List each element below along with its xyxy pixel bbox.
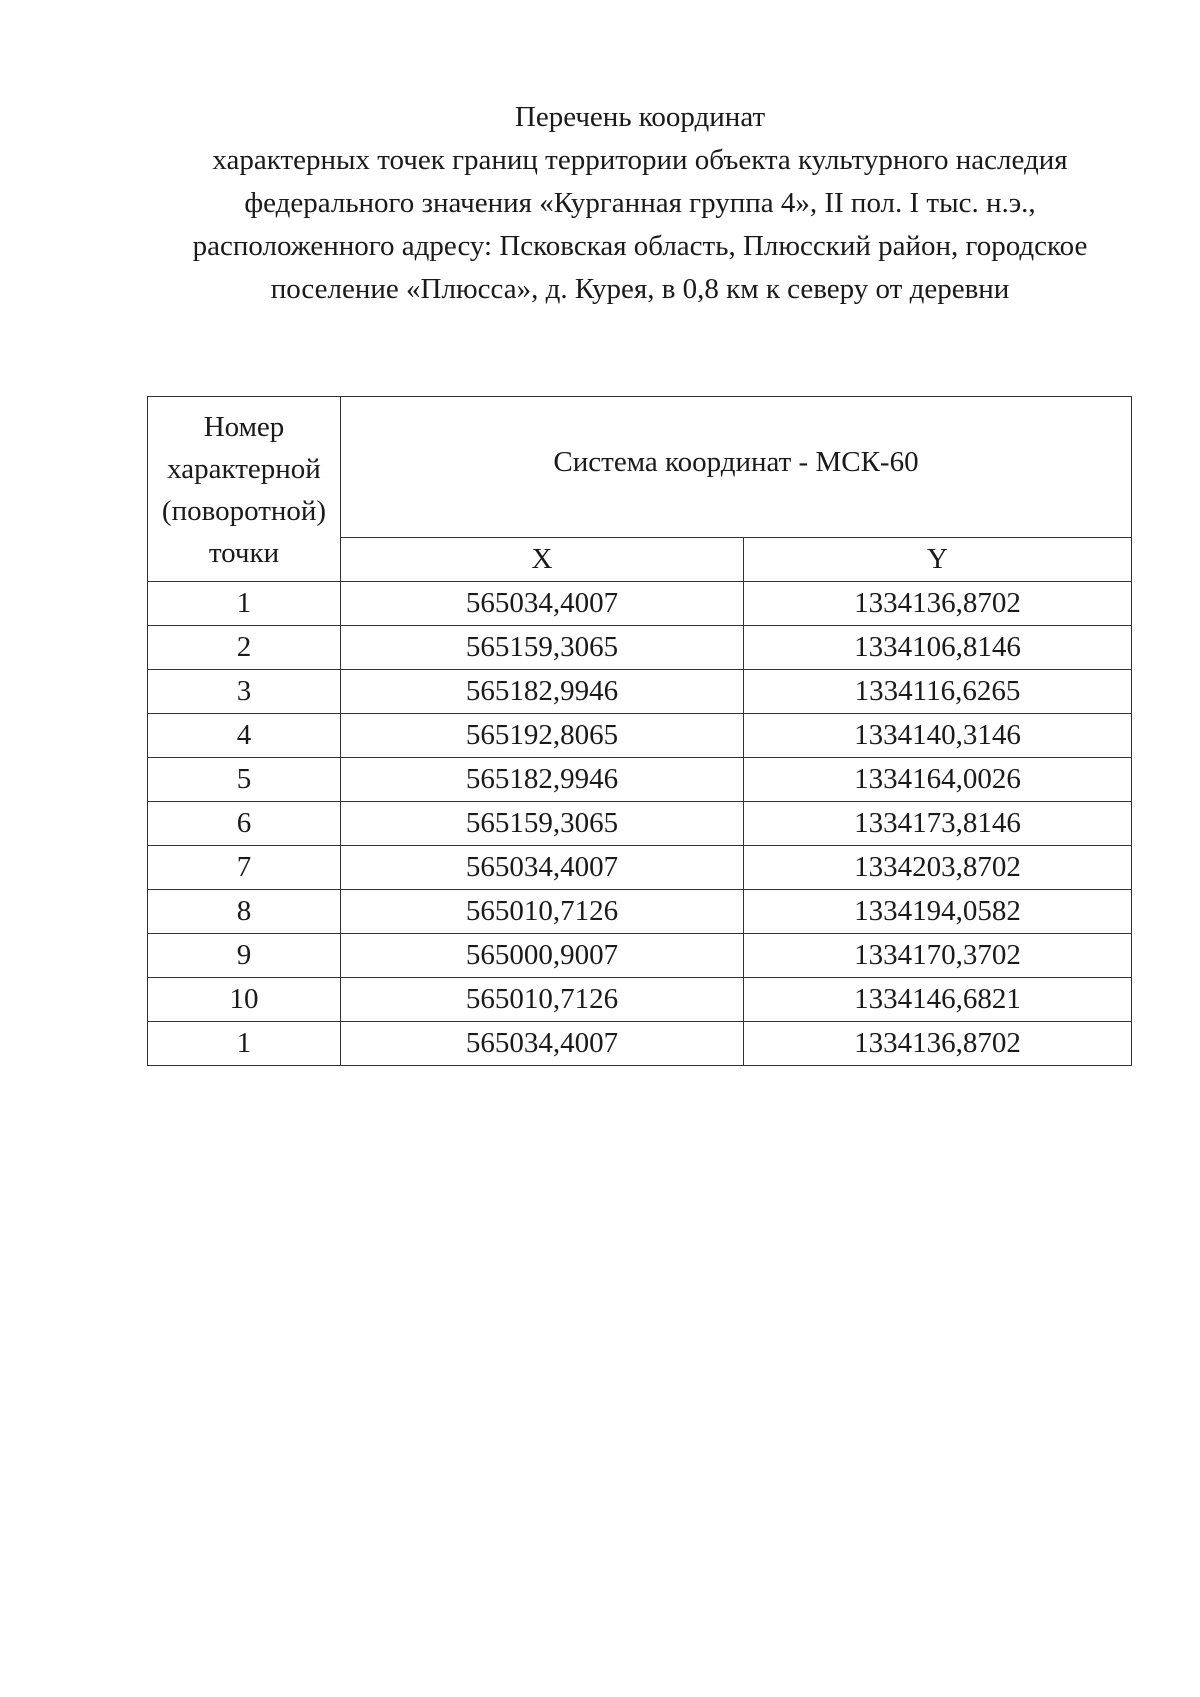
x-coordinate-cell: 565159,3065 <box>341 626 744 670</box>
heading-line: Перечень координат <box>514 101 766 133</box>
table-row <box>148 758 1132 802</box>
y-column-header: Y <box>744 538 1132 582</box>
point-number-cell: 3 <box>148 670 341 714</box>
y-coordinate-cell: 1334116,6265 <box>744 670 1132 714</box>
heading-line: характерных точек границ территории объекта культурного наследия <box>212 144 1068 176</box>
table-row <box>148 626 1132 670</box>
y-coordinate-cell: 1334203,8702 <box>744 846 1132 890</box>
table-row <box>148 1022 1132 1066</box>
x-coordinate-cell: 565010,7126 <box>341 890 744 934</box>
heading-line: поселение «Плюсса», д. Курея, в 0,8 км к северу от деревни <box>270 273 1010 305</box>
y-coordinate-cell: 1334140,3146 <box>744 714 1132 758</box>
header-row <box>148 397 1132 538</box>
table-row <box>148 670 1132 714</box>
document-heading <box>120 96 1160 311</box>
table-row <box>148 582 1132 626</box>
coordinate-system-header: Система координат - МСК-60 <box>341 397 1132 538</box>
table-row <box>148 934 1132 978</box>
point-header-line: (поворотной) <box>161 495 327 527</box>
x-coordinate-cell: 565182,9946 <box>341 670 744 714</box>
point-number-cell: 4 <box>148 714 341 758</box>
point-number-cell: 1 <box>148 582 341 626</box>
x-column-header: X <box>341 538 744 582</box>
x-coordinate-cell: 565034,4007 <box>341 846 744 890</box>
point-header-line: Номер <box>203 411 285 443</box>
point-number-cell: 5 <box>148 758 341 802</box>
x-coordinate-cell: 565182,9946 <box>341 758 744 802</box>
point-number-cell: 7 <box>148 846 341 890</box>
point-number-cell: 6 <box>148 802 341 846</box>
x-coordinate-cell: 565159,3065 <box>341 802 744 846</box>
y-coordinate-cell: 1334173,8146 <box>744 802 1132 846</box>
point-number-cell: 9 <box>148 934 341 978</box>
table-row <box>148 978 1132 1022</box>
y-coordinate-cell: 1334136,8702 <box>744 582 1132 626</box>
x-coordinate-cell: 565192,8065 <box>341 714 744 758</box>
point-number-cell: 2 <box>148 626 341 670</box>
x-coordinate-cell: 565010,7126 <box>341 978 744 1022</box>
table-row <box>148 714 1132 758</box>
x-coordinate-cell: 565034,4007 <box>341 1022 744 1066</box>
y-coordinate-cell: 1334194,0582 <box>744 890 1132 934</box>
point-header-line: точки <box>208 537 280 569</box>
point-number-cell: 10 <box>148 978 341 1022</box>
y-coordinate-cell: 1334146,6821 <box>744 978 1132 1022</box>
heading-line: расположенного адресу: Псковская область, Плюсский район, городское <box>192 230 1088 262</box>
y-coordinate-cell: 1334164,0026 <box>744 758 1132 802</box>
heading-line: федерального значения «Курганная группа 4», II пол. I тыс. н.э., <box>244 187 1036 219</box>
coordinates-body <box>148 582 1132 1066</box>
x-coordinate-cell: 565034,4007 <box>341 582 744 626</box>
point-header-line: характерной <box>167 453 321 485</box>
x-coordinate-cell: 565000,9007 <box>341 934 744 978</box>
table-row <box>148 802 1132 846</box>
y-coordinate-cell: 1334170,3702 <box>744 934 1132 978</box>
table-row <box>148 846 1132 890</box>
table-row <box>148 890 1132 934</box>
point-number-cell: 8 <box>148 890 341 934</box>
coordinates-table <box>147 396 1132 1066</box>
point-number-header <box>148 397 341 582</box>
y-coordinate-cell: 1334106,8146 <box>744 626 1132 670</box>
point-number-cell: 1 <box>148 1022 341 1066</box>
y-coordinate-cell: 1334136,8702 <box>744 1022 1132 1066</box>
